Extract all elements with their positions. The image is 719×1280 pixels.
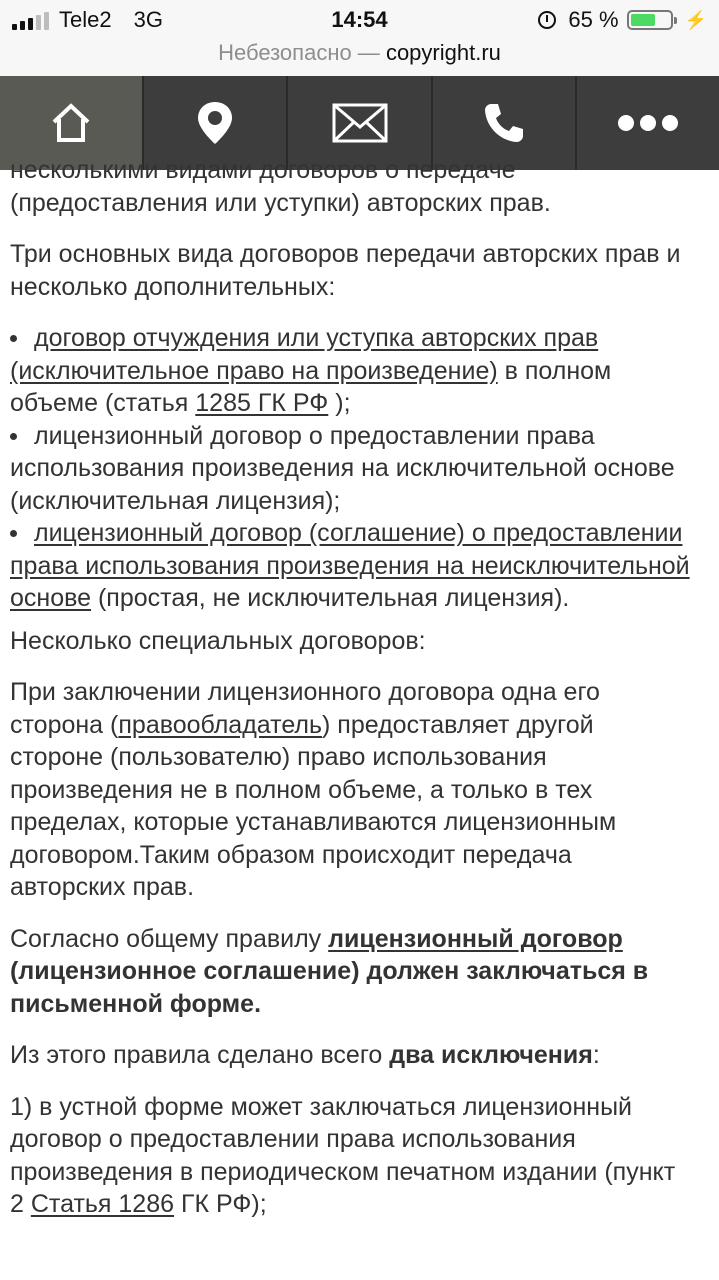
partial-paragraph-line: (предоставления или уступки) авторских прав. xyxy=(10,188,551,217)
clock: 14:54 xyxy=(331,7,388,32)
alarm-icon xyxy=(538,11,556,29)
paragraph-text: : xyxy=(592,1041,600,1069)
domain-text: copyright.ru xyxy=(385,40,501,65)
status-right xyxy=(538,7,707,33)
intro-paragraph: Три основных вида договоров передачи авторских прав и несколько дополнительных: xyxy=(10,240,681,301)
non-exclusive-license-link[interactable]: лицензионный договор (соглашение) о предоставлении права использования произведения на неисключительной основе xyxy=(10,519,690,612)
exceptions-paragraph xyxy=(10,1039,690,1072)
license-paragraph xyxy=(10,676,690,904)
contract-alienation-link[interactable]: договор отчуждения или уступка авторских прав (исключительное право на произведение) xyxy=(10,324,599,385)
home-icon xyxy=(49,101,93,145)
article-1285-link[interactable]: 1285 ГК РФ xyxy=(195,389,329,417)
license-agreement-link[interactable]: лицензионный договор xyxy=(328,924,623,953)
bullet-dot xyxy=(10,335,17,342)
battery-icon xyxy=(627,10,673,30)
charging-icon: ⚡ xyxy=(684,9,707,30)
more-icon xyxy=(616,113,680,133)
paragraph-text: При заключении лицензионного договора одна его сторона ( xyxy=(10,678,600,739)
battery-percent: 65 % xyxy=(568,7,619,32)
bullet-dot xyxy=(10,433,17,440)
mail-icon xyxy=(332,103,388,143)
battery-fill xyxy=(631,14,656,26)
list-item xyxy=(10,517,690,615)
security-warning: Небезопасно — xyxy=(218,40,380,65)
bullet-dot xyxy=(10,530,17,537)
bold-text: два исключения xyxy=(389,1041,593,1069)
paragraph-text: Согласно общему правилу xyxy=(10,924,329,953)
partial-paragraph-line: несколькими видами договоров о передаче xyxy=(10,156,516,184)
bold-text: (лицензионное соглашение) должен заключаться в письменной форме. xyxy=(10,957,649,1018)
status-bar xyxy=(0,0,719,40)
address-bar[interactable] xyxy=(0,40,719,76)
paragraph-text: ) предоставляет другой стороне (пользователю) право использования произведения не в полном объеме, а только в тех пределах, которые устанавливаются лицензионным договором.Таким образом происходит передача авторских прав. xyxy=(10,710,617,901)
paragraph-text: 1) в устной форме может заключаться лицензионный договор о предоставлении права использования произведения в периодическом печатном издании (пункт 2 xyxy=(10,1092,676,1218)
list-item-text: ); xyxy=(328,389,351,417)
partial-paragraph xyxy=(10,154,690,219)
list-item xyxy=(10,322,690,420)
list-item-text: (простая, не исключительная лицензия). xyxy=(91,584,570,612)
article-1286-link[interactable]: Статья 1286 xyxy=(30,1190,175,1218)
written-form-paragraph xyxy=(10,923,690,1021)
special-contracts-heading: Несколько специальных договоров: xyxy=(10,626,426,655)
list-item-text: в полном объеме (статья xyxy=(10,356,612,417)
article-content xyxy=(10,140,690,1221)
list-item-text: лицензионный договор о предоставлении права использования произведения на исключительной основе (исключительная лицензия); xyxy=(10,421,675,515)
paragraph-text: ГК РФ); xyxy=(174,1190,267,1218)
list-item xyxy=(10,420,690,518)
phone-icon xyxy=(482,101,526,145)
paragraph-text: Из этого правила сделано всего xyxy=(10,1041,390,1069)
rightholder-link[interactable]: правообладатель xyxy=(118,710,323,739)
carrier-name: Tele2 xyxy=(59,7,112,32)
network-type: 3G xyxy=(133,7,163,32)
exception-one-paragraph xyxy=(10,1091,690,1221)
